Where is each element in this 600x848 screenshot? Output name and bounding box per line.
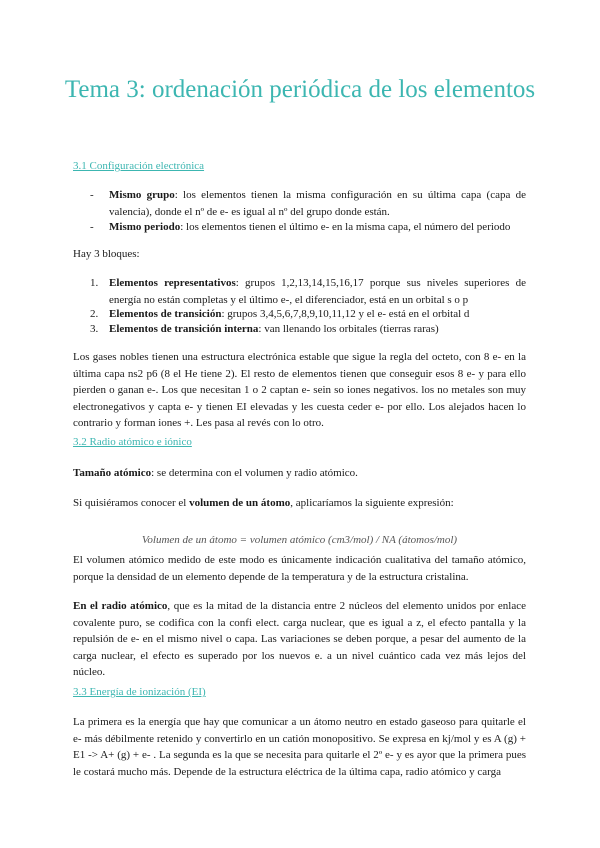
volume-formula: Volumen de un átomo = volumen atómico (cm3/mol) / NA (átomos/mol) xyxy=(141,534,458,546)
section-heading-energia[interactable]: 3.3 Energía de ionización (EI) xyxy=(73,686,206,698)
blocks-intro: Hay 3 bloques: xyxy=(73,248,140,260)
volume-paragraph xyxy=(73,495,526,512)
section-heading-configuracion[interactable]: 3.1 Configuración electrónica xyxy=(73,160,205,172)
atomic-radius-paragraph xyxy=(73,598,526,681)
bullet-marker: - xyxy=(90,221,94,233)
atomic-radius-text: , que es la mitad de la distancia entre 2 núcleos del elemento unidos por enlace covalente puro, se codifica con la confi elect. carga nuclear, que es igual a z, el efecto pantalla y la repulsión de e- en el mismo nivel o capa. Las variaciones se deben porque, a pesar del aumento de la carga nuclear, el efecto es superado por los nuevos e. a un nivel cuántico cada vez más lejos del núcleo. xyxy=(73,600,526,678)
number-marker: 1. xyxy=(90,277,99,289)
bullet-term: Mismo grupo xyxy=(109,189,175,201)
bullet-text: : los elementos tienen el último e- en la misma capa, el número del periodo xyxy=(180,221,511,233)
bullet-term: Mismo periodo xyxy=(109,221,181,233)
volume-post: , aplicaríamos la siguiente expresión: xyxy=(290,497,454,509)
atomic-radius-term: En el radio atómico xyxy=(73,600,168,612)
list-text: : grupos 1,2,13,14,15,16,17 porque sus niveles superiores de energía no están completas y el último e-, el diferenciador, está en un orbital s o p xyxy=(109,277,527,306)
list-text: : grupos 3,4,5,6,7,8,9,10,11,12 y el e- está en el orbital d xyxy=(221,308,470,320)
ionization-paragraph: La primera es la energía que hay que comunicar a un átomo neutro en estado gaseoso para quitarle el e- más débilmente retenido y convertirlo en un catión monopositivo. Se expresa en kj/mol y es A (g) + E1 -> A+ (g) + e- . La segunda es la que se necesita para quitarle el 2º e- y es ayor que la primera pues le costará mucho más. Depende de la estructura eléctrica de la última capa, radio atómico y carga xyxy=(73,716,526,778)
page-title: Tema 3: ordenación periódica de los elementos xyxy=(64,76,536,103)
atomic-size-term: Tamaño atómico xyxy=(73,467,152,479)
list-term: Elementos de transición interna xyxy=(109,323,259,335)
volume-note-paragraph: El volumen atómico medido de este modo es únicamente indicación cualitativa del tamaño atómico, porque la densidad de un elemento depende de la temperatura y de la estructura cristalina. xyxy=(73,554,526,583)
atomic-size-text: : se determina con el volumen y radio atómico. xyxy=(151,467,358,479)
list-term: Elementos representativos xyxy=(109,277,236,289)
atomic-size-paragraph xyxy=(73,465,526,482)
volume-pre: Si quisiéramos conocer el xyxy=(73,497,190,509)
bullet-marker: - xyxy=(90,189,94,201)
volume-term: volumen de un átomo xyxy=(189,497,291,509)
number-marker: 3. xyxy=(90,323,99,335)
number-marker: 2. xyxy=(90,308,99,320)
list-term: Elementos de transición xyxy=(109,308,222,320)
list-text: : van llenando los orbitales (tierras raras) xyxy=(258,323,439,335)
bullet-text: : los elementos tienen la misma configuración en su última capa (capa de valencia), donde el nº de e- es igual al nº del grupo donde están. xyxy=(109,189,526,218)
noble-gases-paragraph: Los gases nobles tienen una estructura electrónica estable que sigue la regla del octeto, con 8 e- en la última capa ns2 p6 (8 el He tiene 2). El resto de elementos tienen que conseguir esos 8 e- y para ello pierden o ganan e-. Los que necesitan 1 o 2 captan e- sein so iones negativos. los no metales son muy electronegativos y capta e- y tienen EI elevadas y les cuesta ceder e- por ello. Los alejados hacen lo contrario y forman iones +. Les pasa al revés con lo otro. xyxy=(73,351,526,429)
section-heading-radio[interactable]: 3.2 Radio atómico e iónico xyxy=(73,436,192,448)
